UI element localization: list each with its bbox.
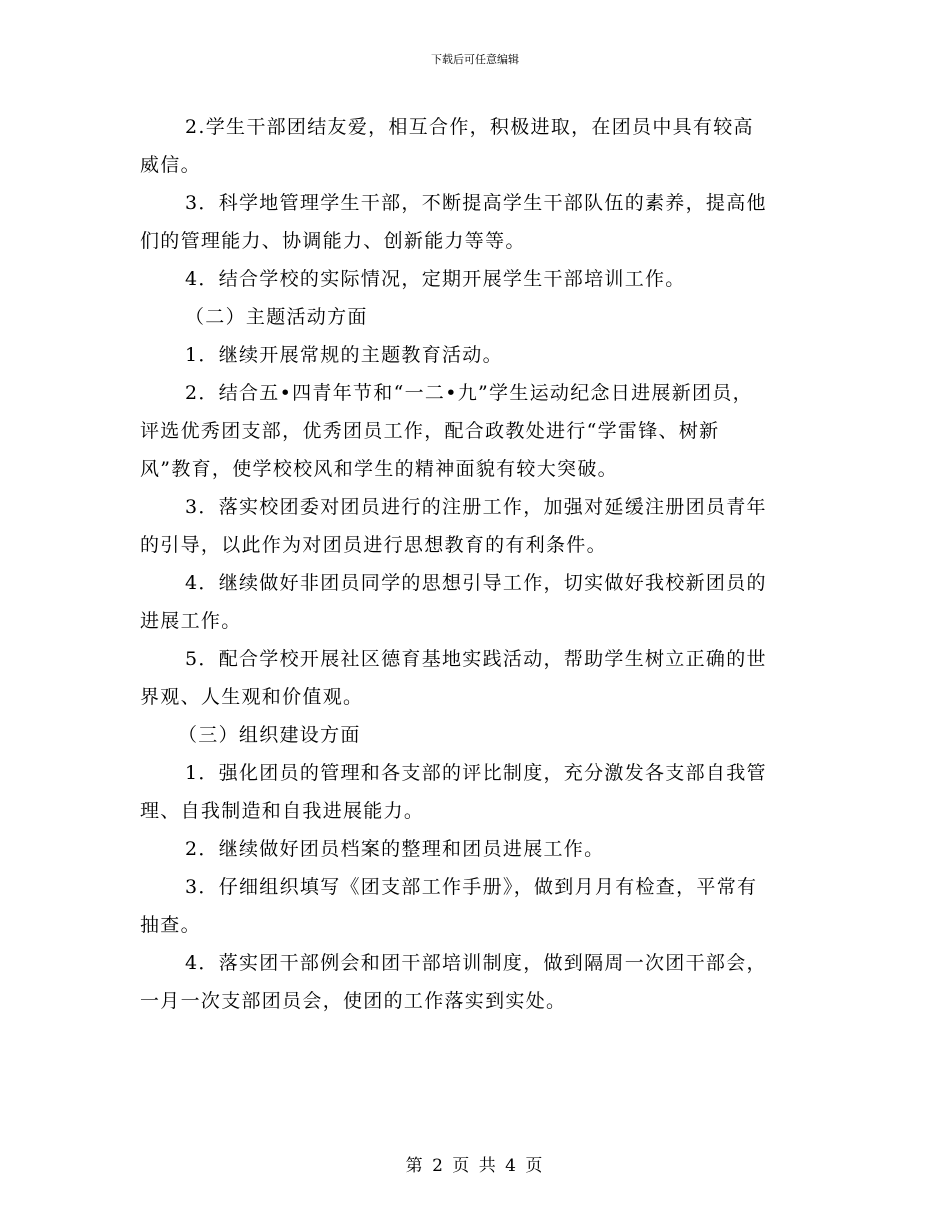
paragraph-line: 2．继续做好团员档案的整理和团员进展工作。 bbox=[185, 838, 605, 860]
paragraph-line: 4．结合学校的实际情况，定期开展学生干部培训工作。 bbox=[185, 268, 686, 290]
paragraph-line: 4．落实团干部例会和团干部培训制度，做到隔周一次团干部会， bbox=[185, 952, 767, 974]
paragraph-line: 1．继续开展常规的主题教育活动。 bbox=[185, 344, 503, 366]
section-heading: （三）组织建设方面 bbox=[178, 724, 361, 746]
page-footer: 第 2 页 共 4 页 bbox=[405, 1156, 545, 1176]
paragraph-line: 界观、人生观和价值观。 bbox=[140, 686, 364, 708]
section-heading: （二）主题活动方面 bbox=[185, 306, 368, 328]
paragraph-line: 风”教育，使学校校风和学生的精神面貌有较大突破。 bbox=[140, 458, 618, 480]
paragraph-line: 5．配合学校开展社区德育基地实践活动，帮助学生树立正确的世 bbox=[185, 648, 767, 670]
paragraph-line: 抽查。 bbox=[140, 914, 201, 936]
paragraph-line: 理、自我制造和自我进展能力。 bbox=[140, 800, 425, 822]
paragraph-line: 评选优秀团支部，优秀团员工作，配合政教处进行“学雷锋、树新 bbox=[140, 420, 720, 442]
paragraph-line: 威信。 bbox=[140, 154, 201, 176]
paragraph-line: 3．科学地管理学生干部，不断提高学生干部队伍的素养，提高他 bbox=[185, 192, 767, 214]
paragraph-line: 3．落实校团委对团员进行的注册工作，加强对延缓注册团员青年 bbox=[185, 496, 767, 518]
page-header: 下载后可任意编辑 bbox=[431, 53, 519, 66]
paragraph-line: 2．结合五•四青年节和“一二•九”学生运动纪念日进展新团员， bbox=[185, 382, 753, 404]
paragraph-line: 1．强化团员的管理和各支部的评比制度，充分激发各支部自我管 bbox=[185, 762, 767, 784]
paragraph-line: 一月一次支部团员会，使团的工作落实到实处。 bbox=[140, 990, 567, 1012]
paragraph-line: 们的管理能力、协调能力、创新能力等等。 bbox=[140, 230, 526, 252]
paragraph-line: 2.学生干部团结友爱，相互合作，积极进取，在团员中具有较高 bbox=[185, 116, 754, 138]
paragraph-line: 的引导，以此作为对团员进行思想教育的有利条件。 bbox=[140, 534, 607, 556]
paragraph-line: 进展工作。 bbox=[140, 610, 242, 632]
document-body bbox=[140, 108, 815, 1020]
paragraph-line: 4．继续做好非团员同学的思想引导工作，切实做好我校新团员的 bbox=[185, 572, 767, 594]
paragraph-line: 3．仔细组织填写《团支部工作手册》，做到月月有检查，平常有 bbox=[185, 876, 758, 898]
